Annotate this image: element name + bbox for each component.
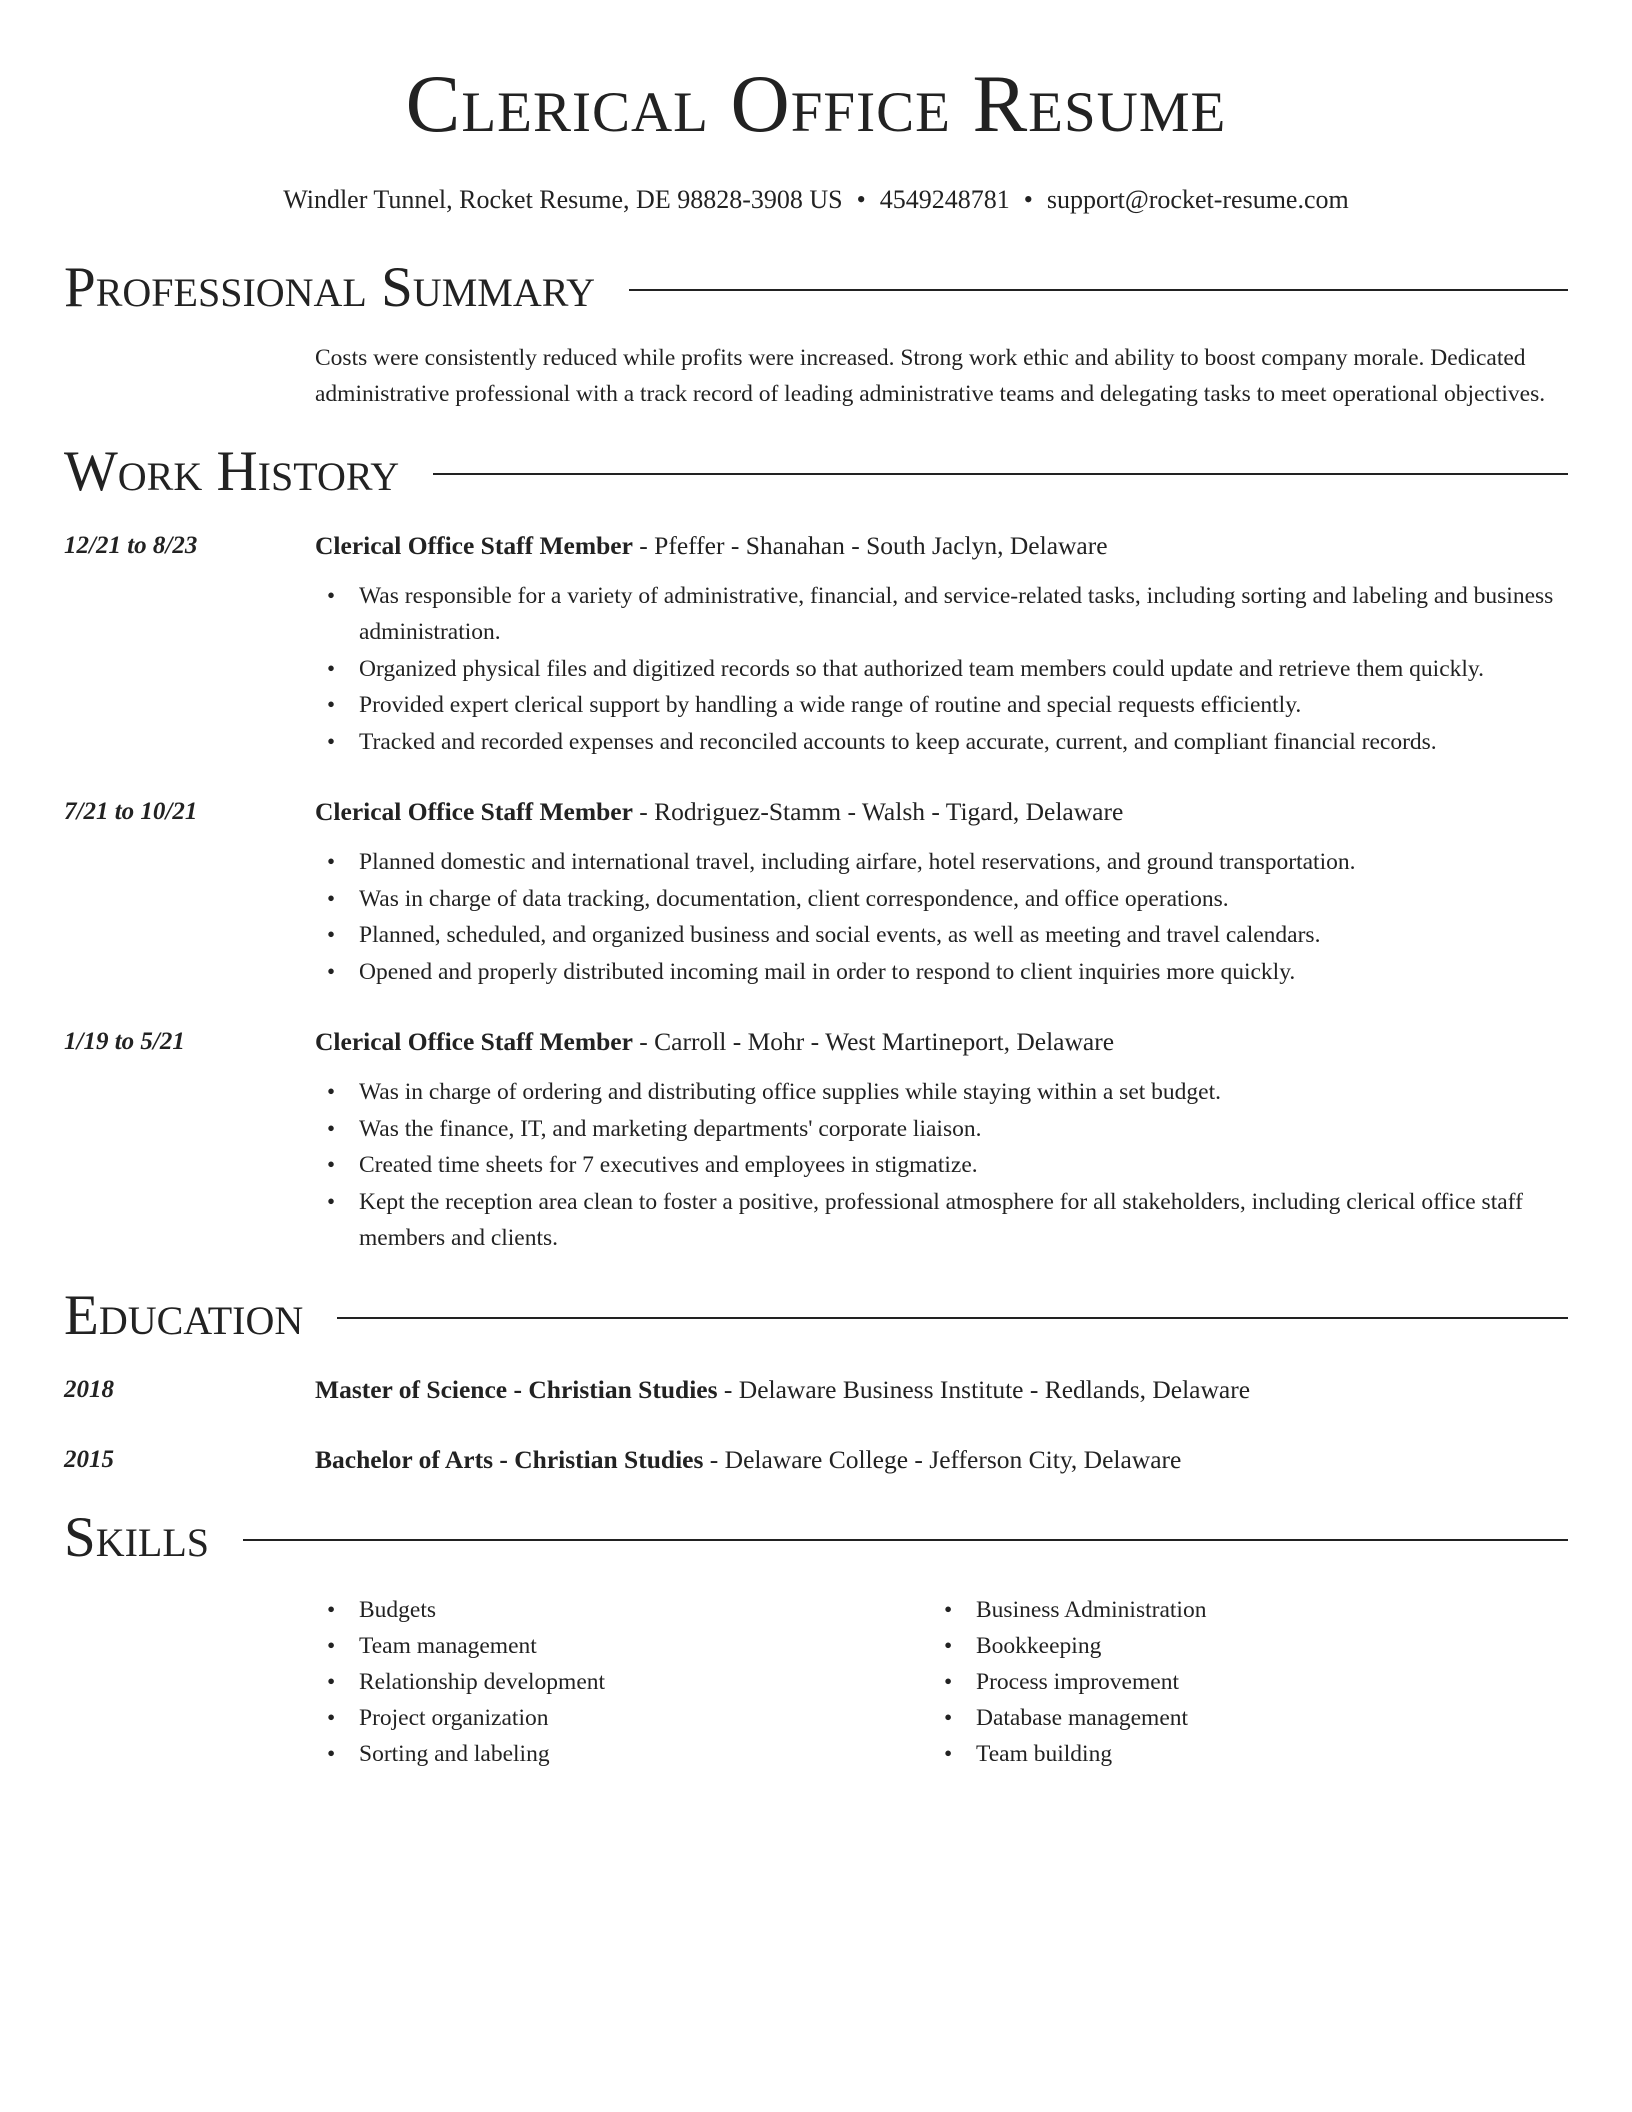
contact-email: support@rocket-resume.com [1046, 185, 1349, 214]
job-bullets [315, 578, 1568, 760]
job-bullet: • Planned, scheduled, and organized business and social events, as well as meeting and travel calendars. [315, 917, 1568, 953]
education-school: - Delaware Business Institute - Redlands, Delaware [717, 1375, 1251, 1404]
work-section-header [64, 440, 1568, 504]
education-body [315, 1442, 1568, 1478]
job-body [315, 1024, 1568, 1256]
job-title-line [315, 1024, 1568, 1060]
job-employer: - Carroll - Mohr - West Martineport, Delaware [632, 1027, 1115, 1056]
section-divider [433, 473, 1568, 475]
section-divider [243, 1539, 1568, 1541]
skill-item: • Bookkeeping [932, 1628, 1549, 1664]
job-bullet: • Was the finance, IT, and marketing departments' corporate liaison. [315, 1111, 1568, 1147]
resume-page [64, 0, 1568, 1772]
contact-line [64, 184, 1568, 216]
skill-item: • Business Administration [932, 1592, 1549, 1628]
job-bullet: • Was in charge of ordering and distributing office supplies while staying within a set budget. [315, 1074, 1568, 1110]
contact-address: Windler Tunnel, Rocket Resume, DE 98828-3908 US [283, 185, 843, 214]
job-title-line [315, 794, 1568, 830]
skills-list [315, 1592, 1568, 1772]
skills-column-right [932, 1592, 1549, 1772]
education-body [315, 1372, 1568, 1408]
contact-separator: • [1023, 185, 1033, 214]
job-bullet: • Organized physical files and digitized records so that authorized team members could update and retrieve them quickly. [315, 651, 1568, 687]
skill-item: • Database management [932, 1700, 1549, 1736]
education-degree: Bachelor of Arts - Christian Studies [315, 1445, 704, 1474]
job-dates: 7/21 to 10/21 [64, 798, 198, 825]
skill-item: • Team management [315, 1628, 932, 1664]
summary-section-title: Professional Summary [64, 256, 596, 319]
education-title-line [315, 1442, 1568, 1478]
skill-item: • Sorting and labeling [315, 1736, 932, 1772]
skill-item: • Process improvement [932, 1664, 1549, 1700]
job-dates: 1/19 to 5/21 [64, 1028, 185, 1055]
job-bullet: • Planned domestic and international travel, including airfare, hotel reservations, and ground transportation. [315, 844, 1568, 880]
job-body [315, 528, 1568, 760]
job-employer: - Pfeffer - Shanahan - South Jaclyn, Delaware [632, 531, 1108, 560]
summary-section-header [64, 256, 1568, 320]
job-bullets [315, 844, 1568, 990]
job-bullet: • Was in charge of data tracking, documentation, client correspondence, and office operations. [315, 881, 1568, 917]
education-year: 2015 [64, 1446, 114, 1473]
job-bullet: • Was responsible for a variety of administrative, financial, and service-related tasks, including sorting and labeling and business administration. [315, 578, 1568, 650]
contact-separator: • [856, 185, 866, 214]
skills-section-title: Skills [64, 1506, 210, 1569]
job-bullets [315, 1074, 1568, 1256]
job-bullet: • Created time sheets for 7 executives and employees in stigmatize. [315, 1147, 1568, 1183]
skill-item: • Project organization [315, 1700, 932, 1736]
education-section-title: Education [64, 1284, 304, 1347]
work-section-title: Work History [64, 440, 400, 503]
education-school: - Delaware College - Jefferson City, Delaware [703, 1445, 1182, 1474]
job-bullet: • Tracked and recorded expenses and reconciled accounts to keep accurate, current, and compliant financial records. [315, 724, 1568, 760]
education-title-line [315, 1372, 1568, 1408]
education-year: 2018 [64, 1376, 114, 1403]
resume-name: Clerical Office Resume [405, 58, 1227, 149]
section-divider [337, 1317, 1568, 1319]
skills-column-left [315, 1592, 932, 1772]
job-bullet: • Provided expert clerical support by handling a wide range of routine and special requests efficiently. [315, 687, 1568, 723]
education-section-header [64, 1284, 1568, 1348]
education-entry [64, 1442, 1568, 1478]
contact-phone: 4549248781 [879, 185, 1010, 214]
job-entry [64, 1024, 1568, 1256]
education-entry [64, 1372, 1568, 1408]
job-role: Clerical Office Staff Member [315, 1027, 633, 1056]
education-degree: Master of Science - Christian Studies [315, 1375, 718, 1404]
skill-item: • Team building [932, 1736, 1549, 1772]
summary-text: Costs were consistently reduced while profits were increased. Strong work ethic and ability to boost company morale. Dedicated administrative professional with a track record of leading administrative teams and delegating tasks to meet operational objectives. [315, 345, 1546, 407]
job-role: Clerical Office Staff Member [315, 797, 633, 826]
job-body [315, 794, 1568, 990]
job-bullet: • Kept the reception area clean to foster a positive, professional atmosphere for all stakeholders, including clerical office staff members and clients. [315, 1184, 1568, 1256]
job-entry [64, 528, 1568, 760]
job-bullet: • Opened and properly distributed incoming mail in order to respond to client inquiries more quickly. [315, 954, 1568, 990]
job-title-line [315, 528, 1568, 564]
skill-item: • Budgets [315, 1592, 932, 1628]
job-dates: 12/21 to 8/23 [64, 532, 198, 559]
skill-item: • Relationship development [315, 1664, 932, 1700]
skills-section-header [64, 1506, 1568, 1570]
job-entry [64, 794, 1568, 990]
section-divider [629, 289, 1568, 291]
job-employer: - Rodriguez-Stamm - Walsh - Tigard, Delaware [632, 797, 1124, 826]
job-role: Clerical Office Staff Member [315, 531, 633, 560]
